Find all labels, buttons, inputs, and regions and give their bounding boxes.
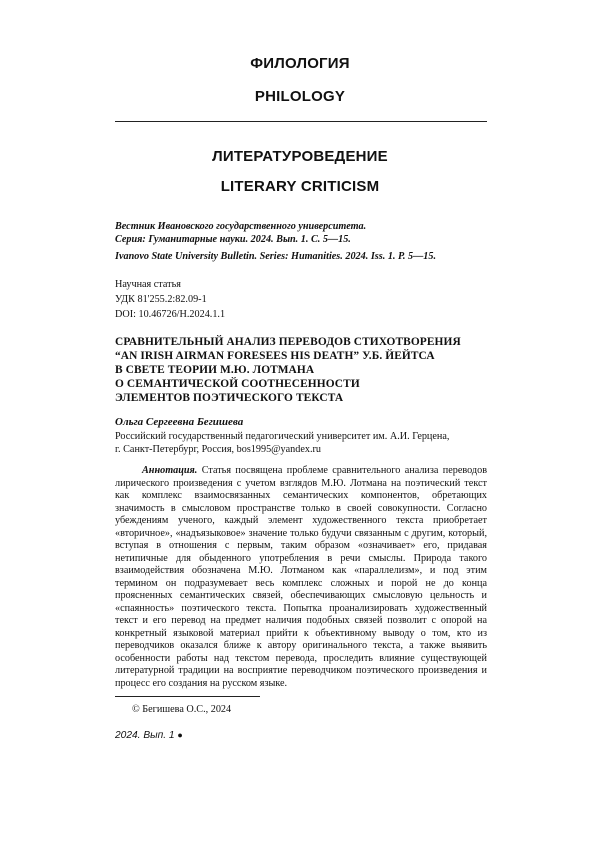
journal-citation-ru-line1: Вестник Ивановского государственного университета. [115,221,367,232]
article-title-line: ЭЛЕМЕНТОВ ПОЭТИЧЕСКОГО ТЕКСТА [115,392,344,404]
affiliation-line1: Российский государственный педагогический университет им. А.И. Герцена, [115,431,450,442]
article-title-line: “AN IRISH AIRMAN FORESEES HIS DEATH” У.Б. ЙЕЙТСА [115,350,435,362]
author-name: Ольга Сергеевна Бегишева [115,416,244,428]
footnote-divider [115,696,260,697]
section-title-en: PHILOLOGY [254,88,346,105]
issue-footer [115,730,183,741]
article-title-line: О СЕМАНТИЧЕСКОЙ СООТНЕСЕННОСТИ [115,378,360,390]
abstract [115,465,487,690]
journal-citation [115,221,487,264]
copyright: © Бегишева О.С., 2024 [132,704,232,715]
udk-code: УДК 81'255.2:82.09-1 [115,294,207,305]
subsection-title-ru: ЛИТЕРАТУРОВЕДЕНИЕ [212,148,388,165]
bullet-icon: ● [177,730,183,740]
issue-label: 2024. Вып. 1 [115,730,175,741]
header-divider [115,121,487,122]
article-title-line: В СВЕТЕ ТЕОРИИ М.Ю. ЛОТМАНА [115,364,315,376]
subsection-title-en: LITERARY CRITICISM [220,178,380,195]
journal-citation-ru-line2: Серия: Гуманитарные науки. 2024. Вып. 1. С. 5—15. [115,233,351,245]
journal-citation-en: Ivanovo State University Bulletin. Series: Humanities. 2024. Iss. 1. P. 5—15. [115,251,437,262]
article-meta [115,277,225,322]
section-title-ru: ФИЛОЛОГИЯ [250,55,350,72]
author-affiliation [115,431,449,456]
doi: DOI: 10.46726/H.2024.1.1 [115,309,226,320]
abstract-label: Аннотация. [142,465,198,476]
article-title-line: СРАВНИТЕЛЬНЫЙ АНАЛИЗ ПЕРЕВОДОВ СТИХОТВОРЕНИЯ [115,336,461,348]
affiliation-line2: г. Санкт-Петербург, Россия, bos1995@yandex.ru [115,443,321,455]
article-type: Научная статья [115,279,181,290]
article-title [115,335,495,405]
abstract-text: Статья посвящена проблеме сравнительного анализа переводов лирического произведения с учетом взглядов М.Ю. Лотмана на поэтический текст как комплекс взаимосвязанных семантических компонентов, обретающих значимость в смысловом пространстве только в своей совокупности. Согласно убеждениям ученого, каждый элемент художественного текста приобретает «вторичное», «надъязыковое» значение только будучи связанным с другим, который, вступая в отношения с первым, таким образом «означивает» его, придавая нетипичные для обыденного употребления в речи смыслы. Природа такого взаимодействия обозначена М.Ю. Лотманом как «параллелизм», и под этим термином он подразумевает весь комплекс сложных и порой не до конца проясненных семантических связей, обеспечивающих смысловую цельность и «спаянность» поэтического текста. Попытка проанализировать художественный текст и его перевод на предмет наличия подобных связей позволит с опорой на конкретный языковой материал прийти к объективному выводу о том, кто из переводчиков оказался ближе к автору оригинального текста, а также выявить особенности работы над текстом перевода, проследить влияние существующей литературной традиции на восприятие переводчиком поэтического произведения и процесс его создания на русском языке. [115,465,488,689]
